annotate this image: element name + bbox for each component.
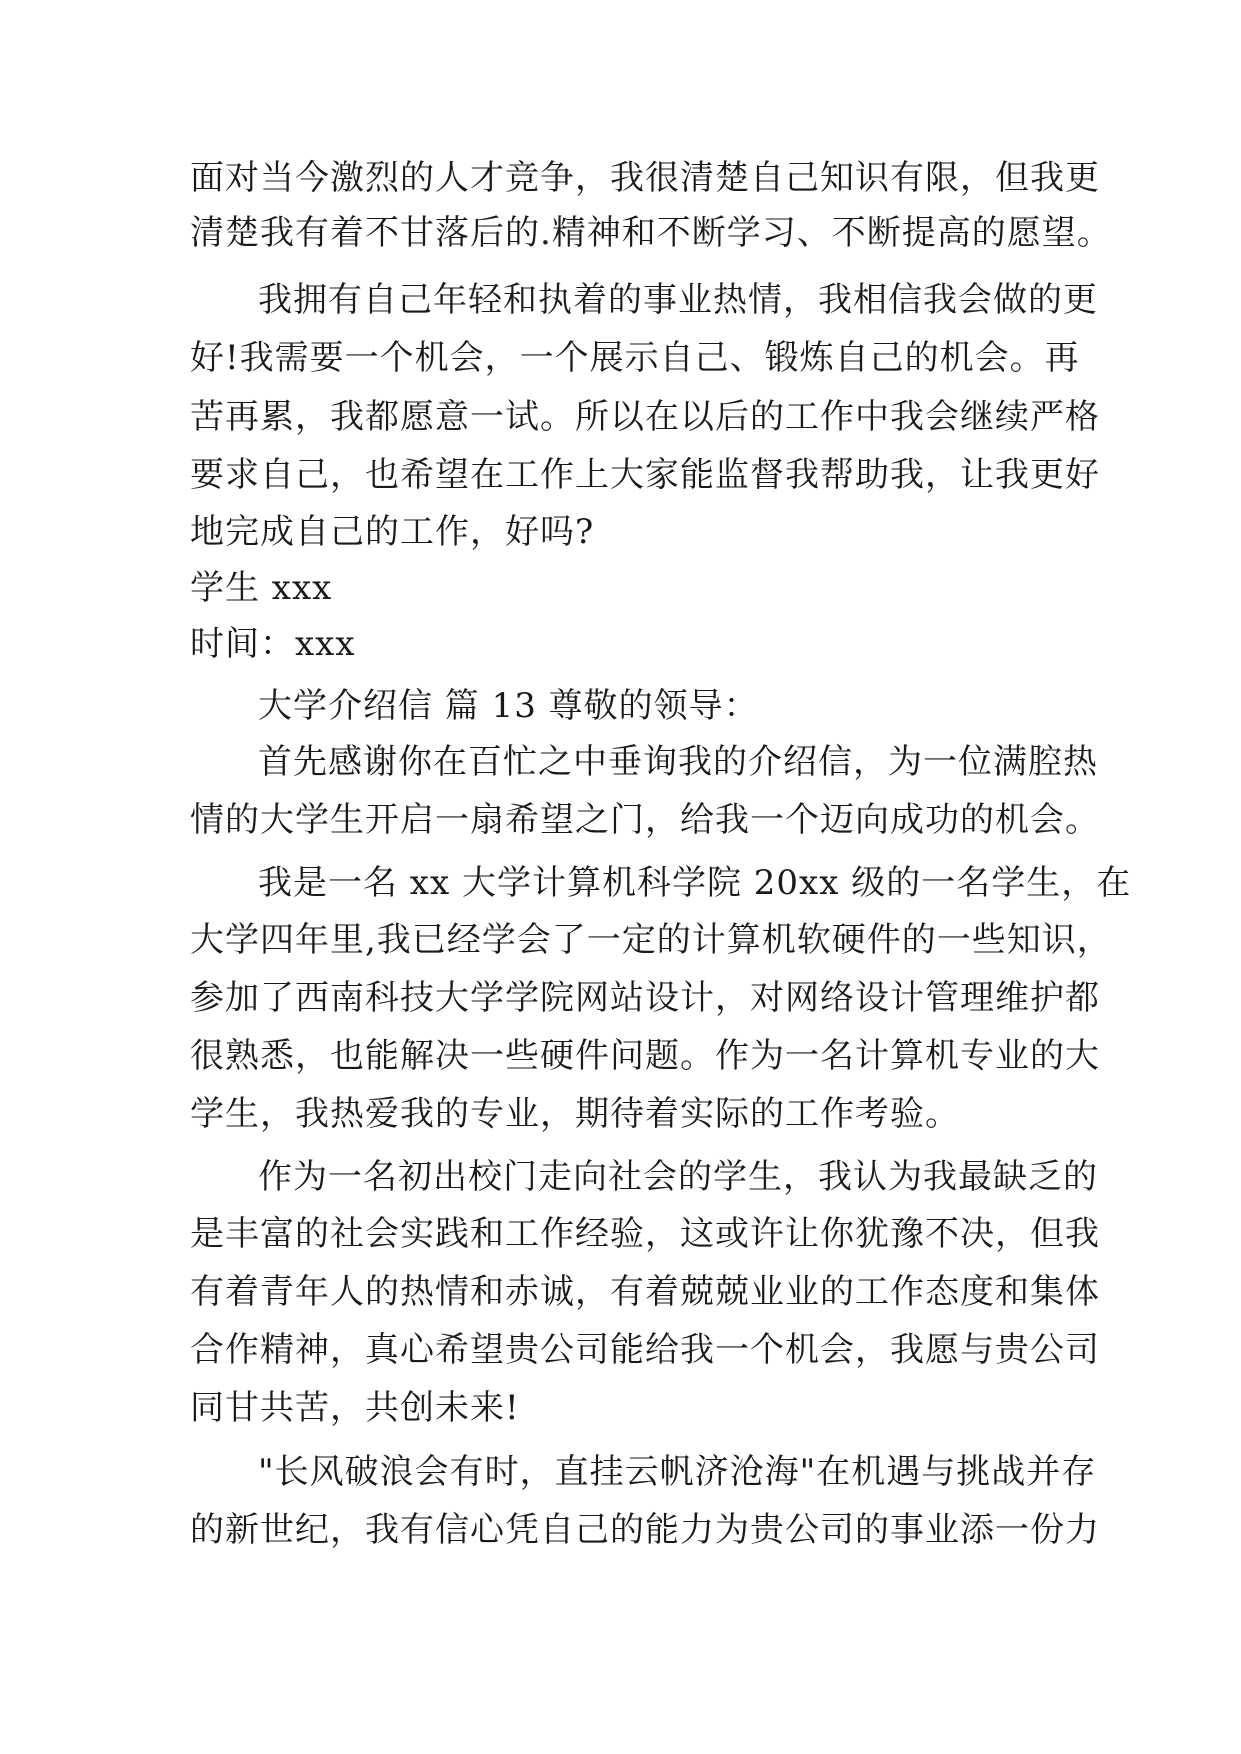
section-heading: 大学介绍信 篇 13 尊敬的领导：: [258, 686, 759, 726]
text-line: 苦再累，我都愿意一试。所以在以后的工作中我会继续严格: [190, 397, 1100, 437]
text-line: 要求自己，也希望在工作上大家能监督我帮助我，让我更好: [190, 455, 1100, 495]
text-line: 面对当今激烈的人才竞争，我很清楚自己知识有限，但我更: [190, 158, 1100, 198]
paragraph-start-line: 我是一名 xx 大学计算机科学院 20xx 级的一名学生，在: [258, 863, 1132, 903]
signature-student: 学生 xxx: [190, 568, 333, 608]
paragraph-start-line: "长风破浪会有时，直挂云帆济沧海"在机遇与挑战并存: [258, 1452, 1097, 1492]
text-line: 有着青年人的热情和赤诚，有着兢兢业业的工作态度和集体: [190, 1272, 1100, 1312]
text-line: 合作精神，真心希望贵公司能给我一个机会，我愿与贵公司: [190, 1330, 1100, 1370]
text-line: 清楚我有着不甘落后的.精神和不断学习、不断提高的愿望。: [190, 213, 1112, 253]
paragraph-start-line: 作为一名初出校门走向社会的学生，我认为我最缺乏的: [258, 1157, 1098, 1197]
paragraph-start-line: 我拥有自己年轻和执着的事业热情，我相信我会做的更: [258, 280, 1098, 320]
text-line: 很熟悉，也能解决一些硬件问题。作为一名计算机专业的大: [190, 1036, 1100, 1076]
text-line: 好!我需要一个机会，一个展示自己、锻炼自己的机会。再: [190, 338, 1080, 378]
text-line: 大学四年里,我已经学会了一定的计算机软硬件的一些知识，: [190, 920, 1112, 960]
text-line: 的新世纪，我有信心凭自己的能力为贵公司的事业添一份力: [190, 1510, 1100, 1550]
text-line: 情的大学生开启一扇希望之门，给我一个迈向成功的机会。: [190, 800, 1100, 840]
signature-date: 时间：xxx: [190, 624, 356, 664]
text-line: 同甘共苦，共创未来!: [190, 1388, 520, 1428]
text-line: 是丰富的社会实践和工作经验，这或许让你犹豫不决，但我: [190, 1214, 1100, 1254]
paragraph-start-line: 首先感谢你在百忙之中垂询我的介绍信，为一位满腔热: [258, 742, 1098, 782]
text-line: 学生，我热爱我的专业，期待着实际的工作考验。: [190, 1094, 960, 1134]
text-line: 地完成自己的工作，好吗?: [190, 512, 595, 552]
text-line: 参加了西南科技大学学院网站设计，对网络设计管理维护都: [190, 978, 1100, 1018]
